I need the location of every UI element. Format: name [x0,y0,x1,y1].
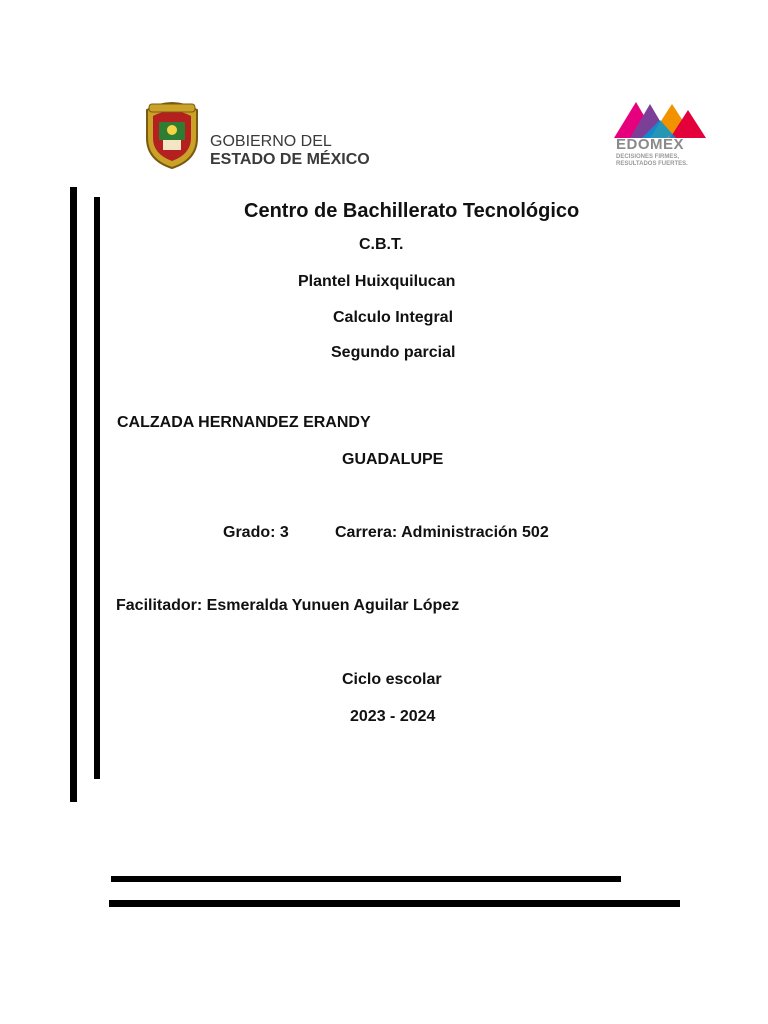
gobierno-estado-mexico-logo [141,100,381,172]
edomex-slogan: DECISIONES FIRMES, RESULTADOS FUERTES. [616,154,688,167]
campus-name: Plantel Huixquilucan [298,273,456,290]
facilitator: Facilitador: Esmeralda Yunuen Aguilar López [116,597,460,614]
gov-logo-line2: ESTADO DE MÉXICO [210,151,370,168]
bottom-bar-lower [109,900,680,907]
career: Carrera: Administración 502 [335,524,549,541]
cycle-years: 2023 - 2024 [350,708,436,725]
edomex-name: EDOMÉX [616,136,685,153]
term-name: Segundo parcial [331,344,456,361]
student-name-line2: GUADALUPE [342,451,444,468]
student-name-line1: CALZADA HERNANDEZ ERANDY [117,414,371,431]
left-outer-bar [70,187,77,802]
edomex-logo [610,96,710,176]
coat-of-arms-icon [141,100,203,170]
grade: Grado: 3 [223,524,289,541]
bottom-bar-upper [111,876,621,882]
institution-acronym: C.B.T. [359,236,404,253]
edomex-mountain-icon [614,98,706,140]
institution-name: Centro de Bachillerato Tecnológico [244,200,580,222]
subject-name: Calculo Integral [333,309,454,326]
cycle-label: Ciclo escolar [342,671,442,688]
gov-logo-line1: GOBIERNO DEL [210,133,332,150]
left-inner-bar [94,197,100,779]
